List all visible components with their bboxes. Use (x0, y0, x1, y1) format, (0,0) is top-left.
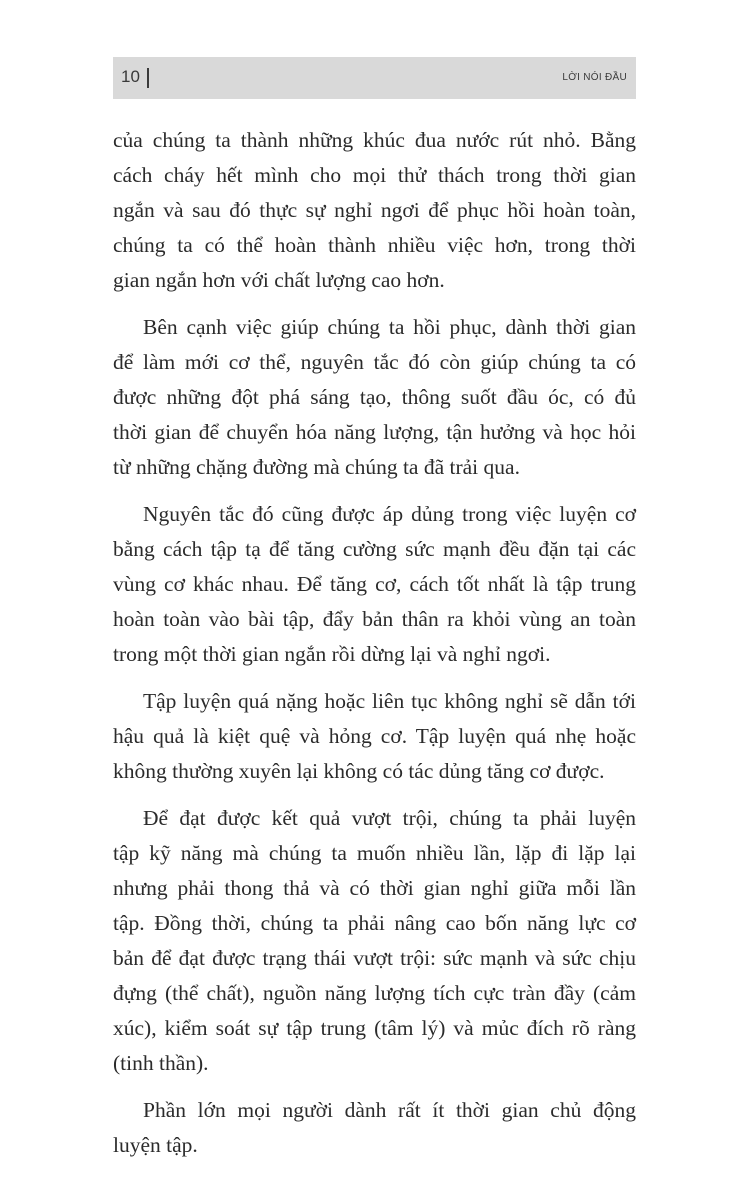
text-line: bằng cách tập tạ để tăng cường sức mạnh đều đặn tại các (113, 537, 636, 561)
text-line: trong một thời gian ngắn rồi dừng lại và nghỉ ngơi. (113, 642, 551, 666)
text-line: hậu quả là kiệt quệ và hỏng cơ. Tập luyện quá nhẹ hoặc (113, 724, 636, 748)
paragraph-3 (113, 497, 636, 672)
text-line: không thường xuyên lại không có tác dủng tăng cơ được. (113, 759, 605, 783)
text-line: Tập luyện quá nặng hoặc liên tục không nghỉ sẽ dẫn tới (143, 689, 636, 713)
paragraph-4 (113, 684, 636, 789)
text-line: thời gian để chuyển hóa năng lượng, tận hưởng và học hỏi (113, 420, 636, 444)
text-line: của chúng ta thành những khúc đua nước rút nhỏ. Bằng (113, 128, 636, 152)
text-line: xúc), kiểm soát sự tập trung (tâm lý) và mủc đích rõ ràng (113, 1016, 636, 1040)
text-line: (tinh thần). (113, 1051, 209, 1075)
text-line: tập kỹ năng mà chúng ta muốn nhiều lần, lặp đi lặp lại (113, 841, 636, 865)
text-line: cách cháy hết mình cho mọi thử thách trong thời gian (113, 163, 636, 187)
text-line: ngắn và sau đó thực sự nghỉ ngơi để phục hồi hoàn toàn, (113, 198, 636, 222)
text-line: nhưng phải thong thả và có thời gian nghỉ giữa mỗi lần (113, 876, 636, 900)
text-line: Phần lớn mọi người dành rất ít thời gian chủ động (143, 1098, 636, 1122)
text-line: bản để đạt được trạng thái vượt trội: sức mạnh và sức chịu (113, 946, 636, 970)
text-line: đựng (thể chất), nguồn năng lượng tích cực tràn đầy (cảm (113, 981, 636, 1005)
text-line: từ những chặng đường mà chúng ta đã trải qua. (113, 455, 520, 479)
paragraph-6 (113, 1093, 636, 1163)
text-line: vùng cơ khác nhau. Để tăng cơ, cách tốt nhất là tập trung (113, 572, 636, 596)
text-line: được những đột phá sáng tạo, thông suốt đầu óc, có đủ (113, 385, 636, 409)
text-line: chúng ta có thể hoàn thành nhiều việc hơn, trong thời (113, 233, 636, 257)
text-line: luyện tập. (113, 1133, 198, 1157)
text-line: Bên cạnh việc giúp chúng ta hồi phục, dành thời gian (143, 315, 636, 339)
header-divider (147, 68, 149, 88)
text-line: Nguyên tắc đó cũng được áp dủng trong việc luyện cơ (143, 502, 636, 526)
chapter-title: LỜI NÓI ĐẦU (562, 72, 627, 83)
page-body (113, 123, 636, 1175)
text-line: tập. Đồng thời, chúng ta phải nâng cao bốn năng lực cơ (113, 911, 636, 935)
text-line: hoàn toàn vào bài tập, đẩy bản thân ra khỏi vùng an toàn (113, 607, 636, 631)
text-line: gian ngắn hơn với chất lượng cao hơn. (113, 268, 445, 292)
paragraph-2 (113, 310, 636, 485)
running-header (113, 57, 636, 99)
paragraph-1 (113, 123, 636, 298)
text-line: Để đạt được kết quả vượt trội, chúng ta phải luyện (143, 806, 636, 830)
text-line: để làm mới cơ thể, nguyên tắc đó còn giúp chúng ta có (113, 350, 636, 374)
page-number: 10 (121, 67, 140, 86)
paragraph-5 (113, 801, 636, 1081)
